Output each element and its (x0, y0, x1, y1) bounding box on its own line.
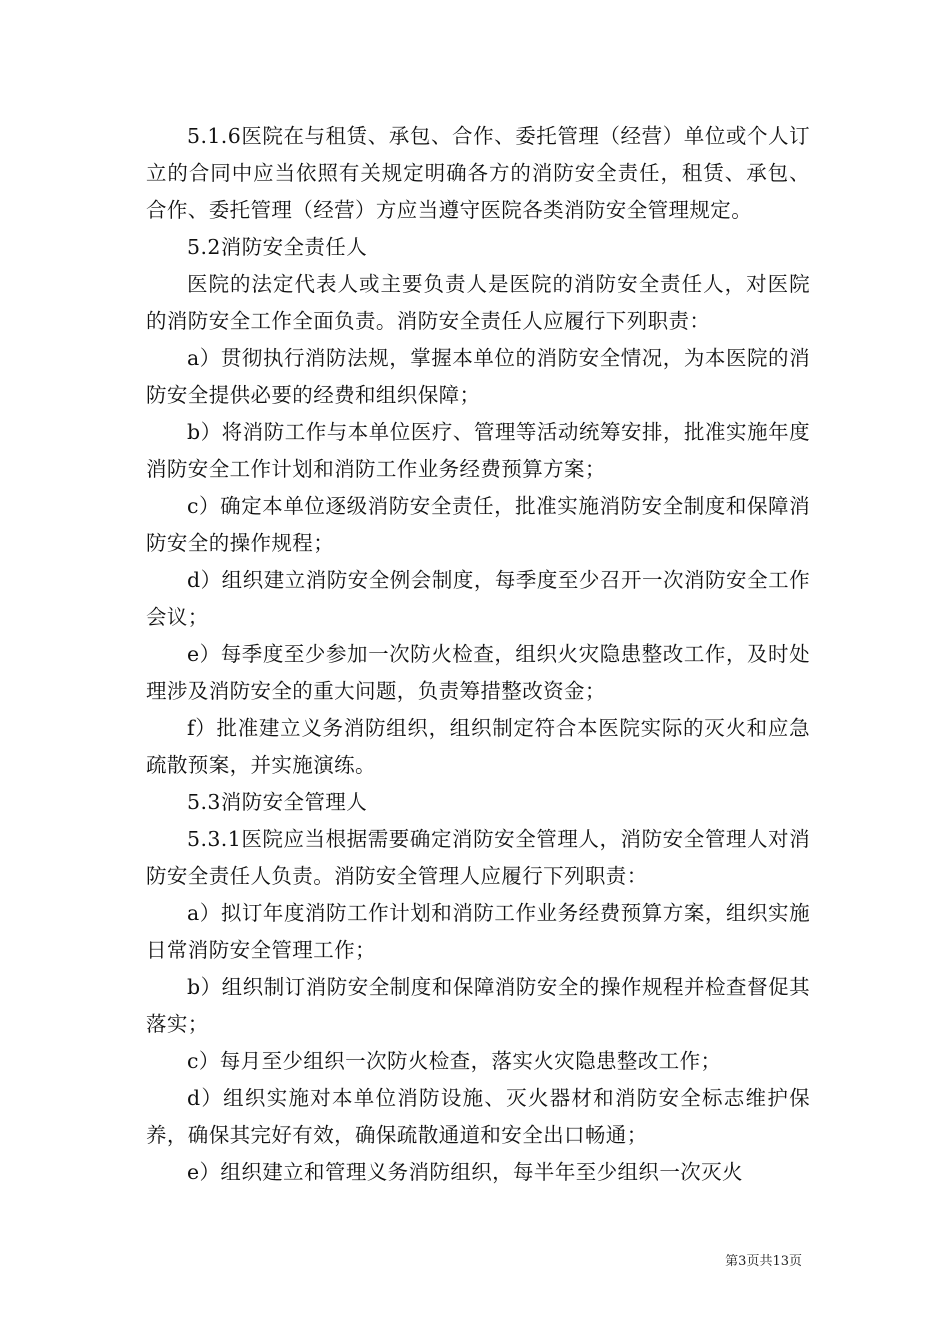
paragraph: 5.3.1医院应当根据需要确定消防安全管理人，消防安全管理人对消防安全责任人负责。消防安全管理人应履行下列职责： (146, 827, 810, 888)
list-item: a）拟订年度消防工作计划和消防工作业务经费预算方案，组织实施日常消防安全管理工作； (146, 901, 810, 962)
list-item: d）组织实施对本单位消防设施、灭火器材和消防安全标志维护保养，确保其完好有效，确保疏散通道和安全出口畅通； (146, 1086, 810, 1147)
list-item: b）将消防工作与本单位医疗、管理等活动统筹安排，批准实施年度消防安全工作计划和消防工作业务经费预算方案； (146, 420, 810, 481)
list-item: e）每季度至少参加一次防火检查，组织火灾隐患整改工作，及时处理涉及消防安全的重大问题，负责筹措整改资金； (146, 642, 810, 703)
list-item: b）组织制订消防安全制度和保障消防安全的操作规程并检查督促其落实； (146, 975, 810, 1036)
list-item: e）组织建立和管理义务消防组织，每半年至少组织一次灭火 (187, 1160, 743, 1184)
list-item: c）每月至少组织一次防火检查，落实火灾隐患整改工作； (187, 1049, 722, 1073)
section-heading: 5.3消防安全管理人 (187, 790, 368, 814)
section-heading: 5.2消防安全责任人 (187, 235, 368, 259)
list-item: a）贯彻执行消防法规，掌握本单位的消防安全情况，为本医院的消防安全提供必要的经费和组织保障； (146, 346, 810, 407)
list-item: d）组织建立消防安全例会制度，每季度至少召开一次消防安全工作会议； (146, 568, 810, 629)
page-number: 第3页共13页 (725, 1254, 802, 1269)
list-item: c）确定本单位逐级消防安全责任，批准实施消防安全制度和保障消防安全的操作规程； (146, 494, 810, 555)
paragraph: 5.1.6医院在与租赁、承包、合作、委托管理（经营）单位或个人订立的合同中应当依照有关规定明确各方的消防安全责任，租赁、承包、合作、委托管理（经营）方应当遵守医院各类消防安全管理规定。 (146, 124, 810, 222)
list-item: f）批准建立义务消防组织，组织制定符合本医院实际的灭火和应急疏散预案，并实施演练。 (146, 716, 810, 777)
paragraph: 医院的法定代表人或主要负责人是医院的消防安全责任人，对医院的消防安全工作全面负责。消防安全责任人应履行下列职责： (146, 272, 810, 333)
document-body (146, 118, 810, 1191)
